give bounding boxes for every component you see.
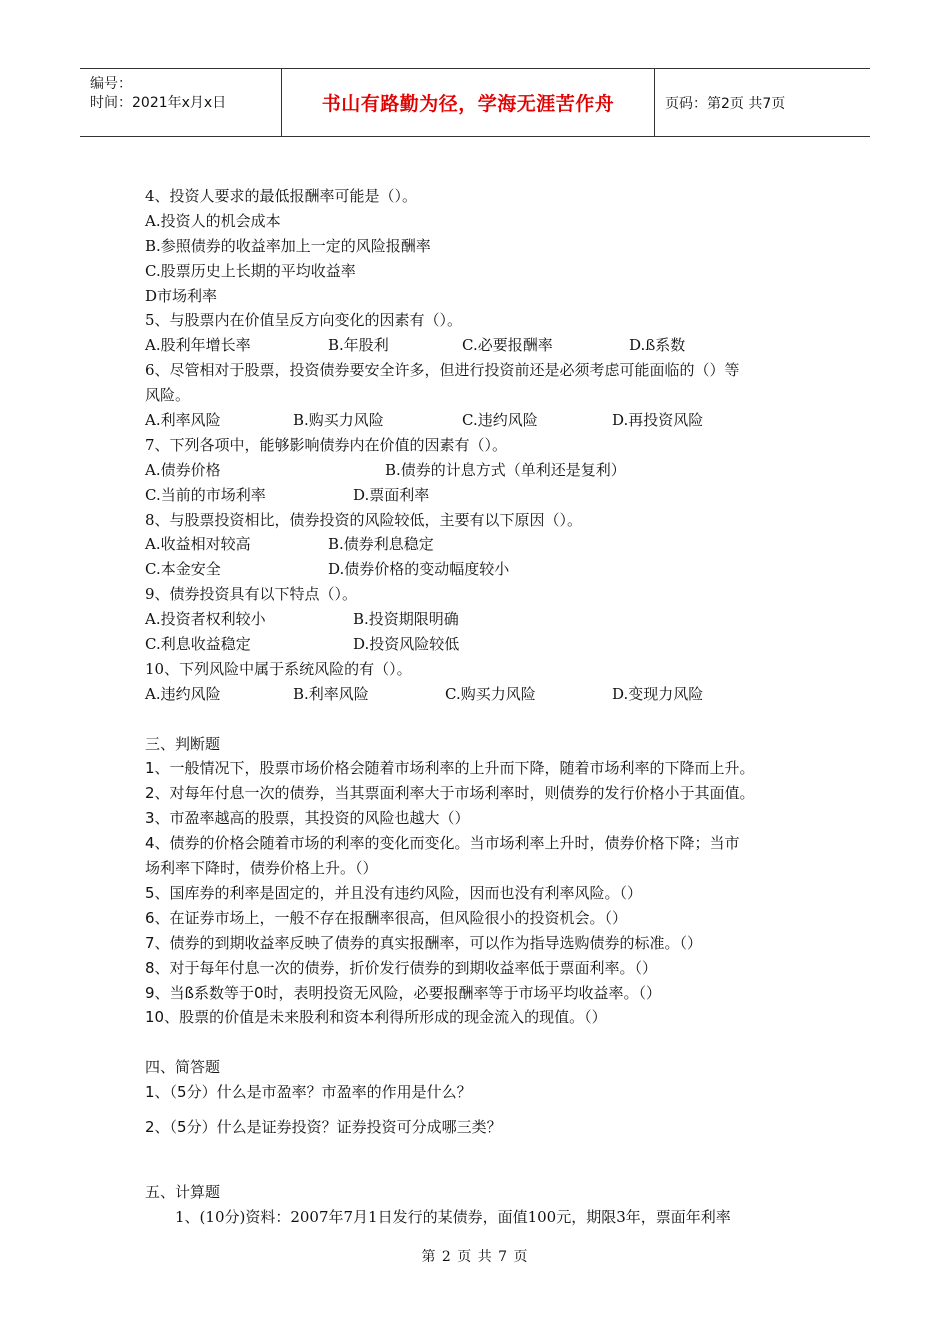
header-page-cell — [655, 69, 870, 136]
page-footer: 第 2 页 共 7 页 — [421, 1249, 529, 1265]
question-6-cont: 风险。 — [145, 386, 191, 405]
judgment-4: 4、债券的价格会随着市场的利率的变化而变化。当市场利率上升时，债券价格下降；当市 — [145, 834, 740, 853]
judgment-9: 9、当ß系数等于0时，表明投资无风险，必要报酬率等于市场平均收益率。（） — [145, 983, 662, 1002]
option: B.利率风险 — [293, 684, 369, 703]
option: A.投资者权利较小 — [145, 610, 266, 629]
question-4: 4、投资人要求的最低报酬率可能是（）。 — [145, 187, 418, 205]
option: C.利息收益稳定 — [145, 635, 251, 654]
option: A.投资人的机会成本 — [145, 211, 281, 230]
header-motto-cell — [282, 69, 655, 136]
judgment-8: 8、对于每年付息一次的债券，折价发行债券的到期收益率低于票面利率。（） — [145, 958, 658, 977]
option: D.ß系数 — [629, 336, 686, 355]
page-header — [80, 68, 870, 137]
calculation-1: 1、(10分)资料：2007年7月1日发行的某债券，面值100元，期限3年，票面年利率 — [175, 1207, 731, 1226]
option: D.再投资风险 — [612, 411, 704, 430]
option: A.股利年增长率 — [145, 336, 251, 355]
options-row — [145, 632, 825, 657]
options-row — [145, 557, 825, 582]
option: B.购买力风险 — [293, 411, 384, 430]
option: B.参照债券的收益率加上一定的风险报酬率 — [145, 236, 431, 255]
time-label: 时间：2021年x月x日 — [90, 95, 227, 111]
option: C.当前的市场利率 — [145, 485, 266, 504]
question-6: 6、尽管相对于股票，投资债券要安全许多，但进行投资前还是必须考虑可能面临的（）等 — [145, 361, 740, 380]
short-answer-2: 2、（5分）什么是证券投资？证券投资可分成哪三类？ — [145, 1117, 502, 1136]
option: A.债券价格 — [145, 460, 221, 479]
section-4-title: 四、简答题 — [145, 1058, 221, 1077]
options-row — [145, 483, 825, 508]
options-row — [145, 682, 825, 707]
option: D.投资风险较低 — [353, 635, 460, 654]
judgment-1: 1、一般情况下，股票市场价格会随着市场利率的上升而下降，随着市场利率的下降而上升。 — [145, 759, 755, 778]
judgment-5: 5、国库券的利率是固定的，并且没有违约风险，因而也没有利率风险。（） — [145, 883, 643, 902]
short-answer-1: 1、（5分）什么是市盈率？市盈率的作用是什么？ — [145, 1083, 472, 1102]
judgment-2: 2、对每年付息一次的债券，当其票面利率大于市场利率时，则债券的发行价格小于其面值。 — [145, 784, 755, 803]
question-9: 9、债券投资具有以下特点（）。 — [145, 585, 358, 604]
question-5: 5、与股票内在价值呈反方向变化的因素有（）。 — [145, 311, 463, 330]
options-row — [145, 408, 825, 433]
section-3-title: 三、判断题 — [145, 734, 221, 753]
judgment-3: 3、市盈率越高的股票，其投资的风险也越大（） — [145, 809, 470, 828]
options-row — [145, 458, 825, 483]
question-7: 7、下列各项中，能够影响债券内在价值的因素有（）。 — [145, 435, 508, 454]
options-row — [145, 333, 825, 358]
option: A.利率风险 — [145, 411, 221, 430]
question-10: 10、下列风险中属于系统风险的有（）。 — [145, 659, 412, 678]
option: A.收益相对较高 — [145, 535, 251, 554]
question-8: 8、与股票投资相比，债券投资的风险较低，主要有以下原因（）。 — [145, 510, 583, 529]
option: D.票面利率 — [353, 485, 430, 504]
option: B.债券利息稳定 — [328, 535, 434, 554]
judgment-10: 10、股票的价值是未来股利和资本利得所形成的现金流入的现值。（） — [145, 1008, 607, 1027]
document-body — [145, 184, 825, 1230]
option: C.股票历史上长期的平均收益率 — [145, 261, 356, 280]
option: D市场利率 — [145, 286, 218, 305]
option: D.债券价格的变动幅度较小 — [328, 560, 510, 579]
motto: 书山有路勤为径，学海无涯苦作舟 — [321, 93, 615, 115]
page-code: 页码：第2页 共7页 — [665, 95, 786, 112]
option: D.变现力风险 — [612, 684, 704, 703]
option: C.本金安全 — [145, 560, 221, 579]
option: B.年股利 — [328, 336, 389, 355]
option: C.必要报酬率 — [462, 336, 553, 355]
option: C.购买力风险 — [445, 684, 536, 703]
judgment-6: 6、在证券市场上，一般不存在报酬率很高，但风险很小的投资机会。（） — [145, 908, 628, 927]
number-label: 编号： — [90, 76, 132, 92]
option: B.投资期限明确 — [353, 610, 459, 629]
header-meta-cell — [80, 69, 282, 136]
option: A.违约风险 — [145, 684, 221, 703]
options-row — [145, 607, 825, 632]
options-row — [145, 532, 825, 557]
section-5-title: 五、计算题 — [145, 1182, 221, 1201]
option: C.违约风险 — [462, 411, 538, 430]
judgment-4-cont: 场利率下降时，债券价格上升。（） — [145, 859, 378, 878]
option: B.债券的计息方式（单利还是复利） — [385, 460, 626, 479]
judgment-7: 7、债券的到期收益率反映了债券的真实报酬率，可以作为指导选购债券的标准。（） — [145, 933, 703, 952]
